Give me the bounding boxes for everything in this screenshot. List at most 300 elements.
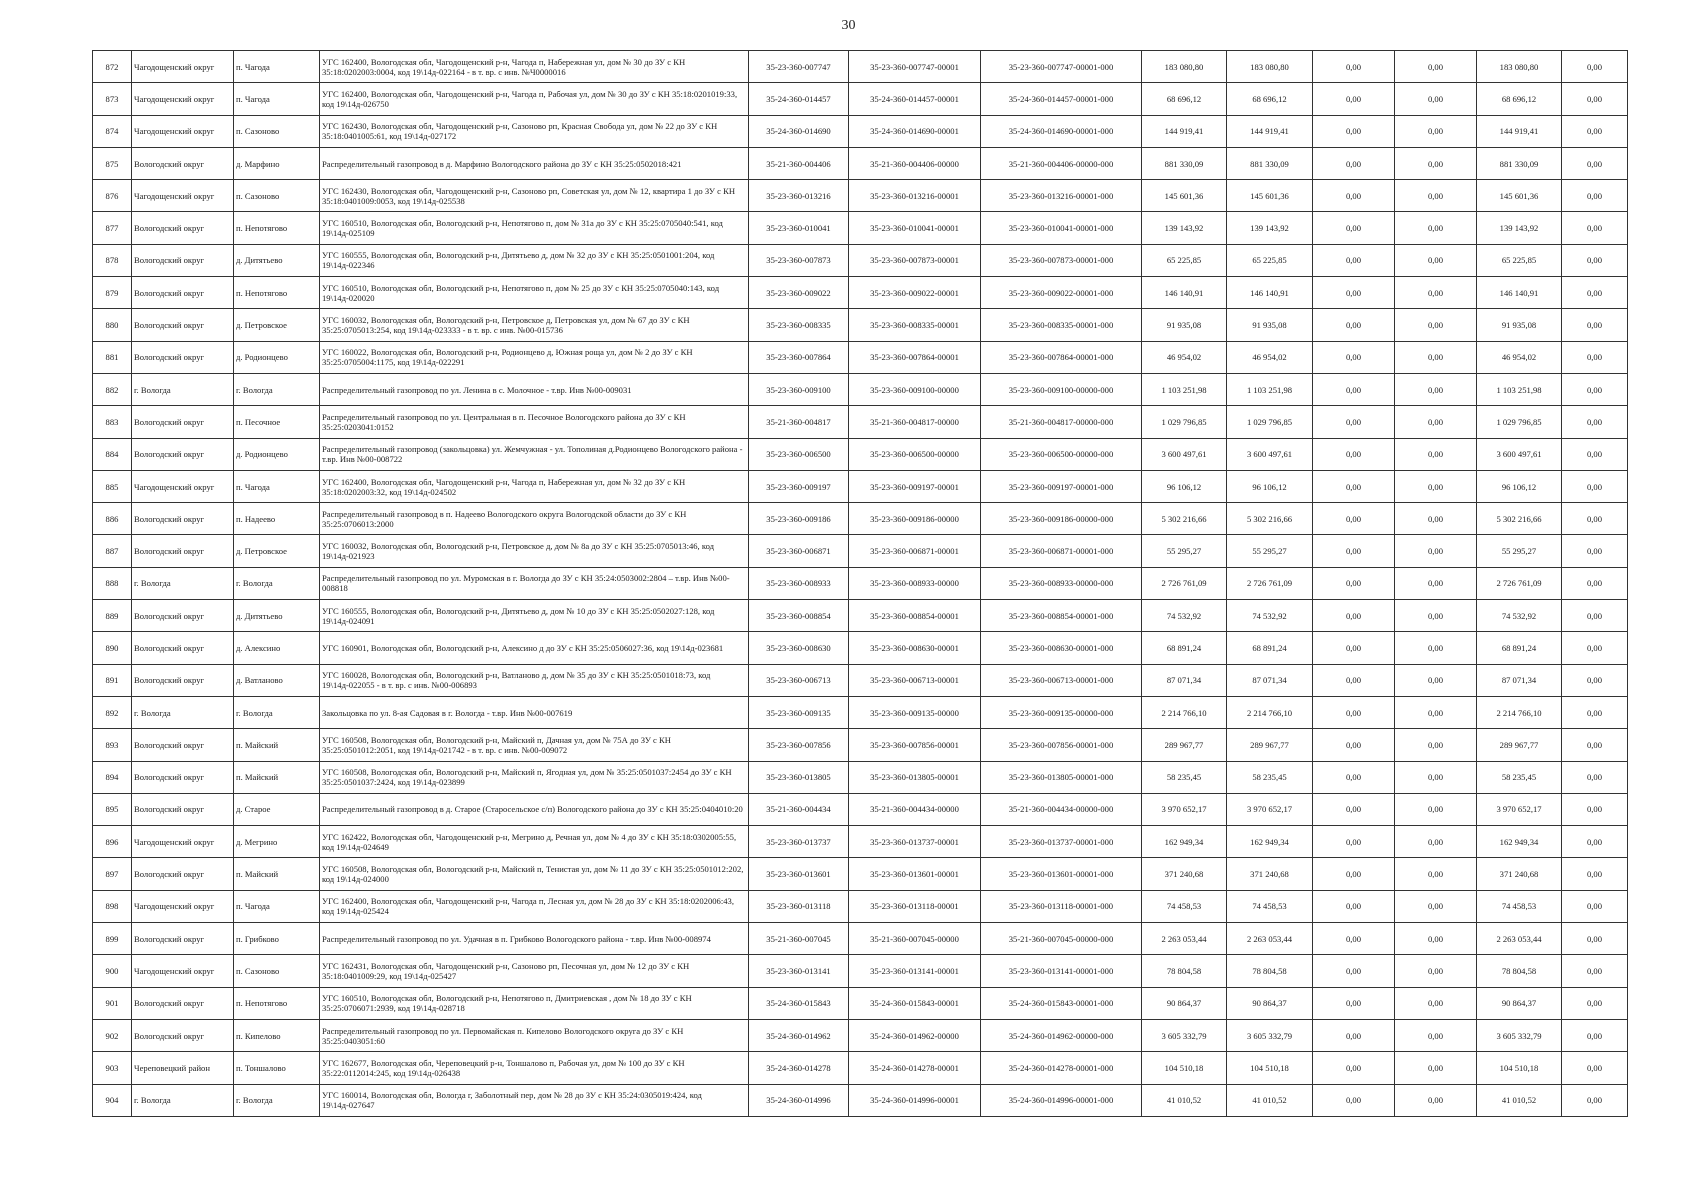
value-cell-2: 162 949,34 [1227, 826, 1313, 858]
district-cell: г. Вологда [132, 373, 234, 405]
row-number: 902 [93, 1019, 132, 1051]
value-cell-3: 0,00 [1313, 373, 1395, 405]
inventory-code-cell: 35-21-360-004817-00000-000 [981, 406, 1142, 438]
subobject-code-cell: 35-21-360-004406-00000 [849, 147, 981, 179]
value-cell-6: 0,00 [1562, 341, 1628, 373]
value-cell-2: 58 235,45 [1227, 761, 1313, 793]
row-number: 889 [93, 600, 132, 632]
value-cell-1: 55 295,27 [1142, 535, 1227, 567]
locality-cell: п. Сазоново [234, 180, 320, 212]
value-cell-2: 68 696,12 [1227, 83, 1313, 115]
locality-cell: п. Тоншалово [234, 1052, 320, 1084]
description-cell: УГС 162430, Вологодская обл, Чагодощенский р-н, Сазоново рп, Красная Свобода ул, дом № 22 до ЗУ с КН 35:18:0401005:61, код 19\14д-027172 [320, 115, 749, 147]
inventory-code-cell: 35-23-360-009135-00000-000 [981, 696, 1142, 728]
table-row [93, 503, 1628, 535]
locality-cell: д. Петровское [234, 535, 320, 567]
value-cell-4: 0,00 [1395, 115, 1477, 147]
value-cell-3: 0,00 [1313, 858, 1395, 890]
table-body [93, 51, 1628, 1117]
value-cell-3: 0,00 [1313, 567, 1395, 599]
value-cell-4: 0,00 [1395, 632, 1477, 664]
value-cell-3: 0,00 [1313, 987, 1395, 1019]
value-cell-3: 0,00 [1313, 341, 1395, 373]
district-cell: г. Вологда [132, 1084, 234, 1116]
value-cell-4: 0,00 [1395, 147, 1477, 179]
row-number: 903 [93, 1052, 132, 1084]
subobject-code-cell: 35-24-360-014278-00001 [849, 1052, 981, 1084]
locality-cell: д. Дитятьево [234, 600, 320, 632]
row-number: 872 [93, 51, 132, 83]
table-row [93, 244, 1628, 276]
locality-cell: п. Непотягово [234, 212, 320, 244]
value-cell-6: 0,00 [1562, 147, 1628, 179]
value-cell-3: 0,00 [1313, 51, 1395, 83]
value-cell-2: 91 935,08 [1227, 309, 1313, 341]
value-cell-2: 41 010,52 [1227, 1084, 1313, 1116]
object-code-cell: 35-23-360-013601 [749, 858, 849, 890]
subobject-code-cell: 35-23-360-009022-00001 [849, 277, 981, 309]
district-cell: Чагодощенский округ [132, 51, 234, 83]
value-cell-2: 74 532,92 [1227, 600, 1313, 632]
value-cell-4: 0,00 [1395, 212, 1477, 244]
district-cell: Чагодощенский округ [132, 826, 234, 858]
locality-cell: д. Старое [234, 793, 320, 825]
value-cell-2: 145 601,36 [1227, 180, 1313, 212]
value-cell-5: 144 919,41 [1477, 115, 1562, 147]
locality-cell: п. Чагода [234, 51, 320, 83]
value-cell-1: 146 140,91 [1142, 277, 1227, 309]
subobject-code-cell: 35-23-360-006500-00000 [849, 438, 981, 470]
value-cell-6: 0,00 [1562, 1052, 1628, 1084]
district-cell: Вологодский округ [132, 761, 234, 793]
value-cell-1: 74 458,53 [1142, 890, 1227, 922]
subobject-code-cell: 35-23-360-009135-00000 [849, 696, 981, 728]
subobject-code-cell: 35-23-360-009186-00000 [849, 503, 981, 535]
value-cell-4: 0,00 [1395, 826, 1477, 858]
locality-cell: п. Песочное [234, 406, 320, 438]
description-cell: УГС 160555, Вологодская обл, Вологодский р-н, Дитятьево д, дом № 10 до ЗУ с КН 35:25:0502027:128, код 19\14д-024091 [320, 600, 749, 632]
value-cell-3: 0,00 [1313, 600, 1395, 632]
object-code-cell: 35-23-360-007873 [749, 244, 849, 276]
district-cell: Вологодский округ [132, 664, 234, 696]
description-cell: УГС 162677, Вологодская обл, Череповецкий р-н, Тоншалово п, Рабочая ул, дом № 100 до ЗУ с КН 35:22:0112014:245, код 19\14д-026438 [320, 1052, 749, 1084]
district-cell: Вологодский округ [132, 535, 234, 567]
object-code-cell: 35-23-360-007864 [749, 341, 849, 373]
row-number: 873 [93, 83, 132, 115]
value-cell-6: 0,00 [1562, 955, 1628, 987]
object-code-cell: 35-24-360-014457 [749, 83, 849, 115]
value-cell-5: 139 143,92 [1477, 212, 1562, 244]
inventory-code-cell: 35-23-360-007856-00001-000 [981, 729, 1142, 761]
value-cell-4: 0,00 [1395, 341, 1477, 373]
locality-cell: п. Чагода [234, 83, 320, 115]
object-code-cell: 35-23-360-006713 [749, 664, 849, 696]
object-code-cell: 35-21-360-004434 [749, 793, 849, 825]
row-number: 881 [93, 341, 132, 373]
locality-cell: п. Непотягово [234, 277, 320, 309]
inventory-code-cell: 35-23-360-006871-00001-000 [981, 535, 1142, 567]
value-cell-6: 0,00 [1562, 51, 1628, 83]
value-cell-2: 5 302 216,66 [1227, 503, 1313, 535]
object-code-cell: 35-24-360-014690 [749, 115, 849, 147]
value-cell-5: 96 106,12 [1477, 470, 1562, 502]
inventory-code-cell: 35-23-360-009197-00001-000 [981, 470, 1142, 502]
value-cell-2: 289 967,77 [1227, 729, 1313, 761]
table-row [93, 729, 1628, 761]
value-cell-5: 145 601,36 [1477, 180, 1562, 212]
object-code-cell: 35-23-360-007856 [749, 729, 849, 761]
value-cell-2: 3 605 332,79 [1227, 1019, 1313, 1051]
description-cell: УГС 162400, Вологодская обл, Чагодощенский р-н, Чагода п, Рабочая ул, дом № 30 до ЗУ с КН 35:18:0201019:33, код 19\14д-026750 [320, 83, 749, 115]
inventory-code-cell: 35-24-360-014962-00000-000 [981, 1019, 1142, 1051]
value-cell-1: 91 935,08 [1142, 309, 1227, 341]
subobject-code-cell: 35-24-360-014996-00001 [849, 1084, 981, 1116]
value-cell-6: 0,00 [1562, 729, 1628, 761]
value-cell-5: 1 029 796,85 [1477, 406, 1562, 438]
row-number: 878 [93, 244, 132, 276]
value-cell-4: 0,00 [1395, 923, 1477, 955]
value-cell-5: 5 302 216,66 [1477, 503, 1562, 535]
value-cell-5: 78 804,58 [1477, 955, 1562, 987]
row-number: 880 [93, 309, 132, 341]
table-row [93, 664, 1628, 696]
description-cell: Распределительный газопровод в д. Старое (Старосельское с/п) Вологодского района до ЗУ с КН 35:25:0404010:20 [320, 793, 749, 825]
district-cell: Вологодский округ [132, 341, 234, 373]
subobject-code-cell: 35-23-360-013141-00001 [849, 955, 981, 987]
value-cell-3: 0,00 [1313, 147, 1395, 179]
value-cell-6: 0,00 [1562, 83, 1628, 115]
value-cell-1: 1 103 251,98 [1142, 373, 1227, 405]
locality-cell: д. Марфино [234, 147, 320, 179]
value-cell-1: 78 804,58 [1142, 955, 1227, 987]
inventory-code-cell: 35-24-360-014996-00001-000 [981, 1084, 1142, 1116]
value-cell-6: 0,00 [1562, 309, 1628, 341]
value-cell-5: 2 214 766,10 [1477, 696, 1562, 728]
inventory-code-cell: 35-23-360-008933-00000-000 [981, 567, 1142, 599]
value-cell-2: 3 970 652,17 [1227, 793, 1313, 825]
locality-cell: п. Сазоново [234, 115, 320, 147]
district-cell: Чагодощенский округ [132, 180, 234, 212]
locality-cell: д. Петровское [234, 309, 320, 341]
value-cell-1: 371 240,68 [1142, 858, 1227, 890]
value-cell-1: 5 302 216,66 [1142, 503, 1227, 535]
subobject-code-cell: 35-24-360-014457-00001 [849, 83, 981, 115]
description-cell: УГС 160508, Вологодская обл, Вологодский р-н, Майский п, Дачная ул, дом № 75А до ЗУ с КН 35:25:0501012:2051, код 19\14д-021742 - в т. вр. с инв. №00-009072 [320, 729, 749, 761]
object-code-cell: 35-23-360-006500 [749, 438, 849, 470]
description-cell: УГС 160510, Вологодская обл, Вологодский р-н, Непотягово п, дом № 25 до ЗУ с КН 35:25:0705040:143, код 19\14д-020020 [320, 277, 749, 309]
description-cell: Распределительный газопровод по ул. Первомайская п. Кипелово Вологодского округа до ЗУ с КН 35:25:0403051:60 [320, 1019, 749, 1051]
description-cell: Распределительный газопровод в п. Надеево Вологодского округа Вологодской области до ЗУ с КН 35:25:0706013:2000 [320, 503, 749, 535]
row-number: 901 [93, 987, 132, 1019]
inventory-code-cell: 35-24-360-015843-00001-000 [981, 987, 1142, 1019]
value-cell-4: 0,00 [1395, 890, 1477, 922]
row-number: 896 [93, 826, 132, 858]
value-cell-5: 3 600 497,61 [1477, 438, 1562, 470]
inventory-code-cell: 35-24-360-014690-00001-000 [981, 115, 1142, 147]
inventory-code-cell: 35-23-360-013141-00001-000 [981, 955, 1142, 987]
object-code-cell: 35-24-360-014962 [749, 1019, 849, 1051]
table-row [93, 1084, 1628, 1116]
value-cell-1: 87 071,34 [1142, 664, 1227, 696]
value-cell-5: 91 935,08 [1477, 309, 1562, 341]
value-cell-1: 58 235,45 [1142, 761, 1227, 793]
inventory-code-cell: 35-24-360-014457-00001-000 [981, 83, 1142, 115]
value-cell-1: 2 263 053,44 [1142, 923, 1227, 955]
subobject-code-cell: 35-21-360-007045-00000 [849, 923, 981, 955]
row-number: 883 [93, 406, 132, 438]
locality-cell: п. Чагода [234, 890, 320, 922]
table-row [93, 696, 1628, 728]
value-cell-6: 0,00 [1562, 373, 1628, 405]
subobject-code-cell: 35-23-360-007747-00001 [849, 51, 981, 83]
locality-cell: г. Вологда [234, 696, 320, 728]
object-code-cell: 35-24-360-014996 [749, 1084, 849, 1116]
value-cell-6: 0,00 [1562, 793, 1628, 825]
value-cell-5: 881 330,09 [1477, 147, 1562, 179]
district-cell: Вологодский округ [132, 438, 234, 470]
value-cell-5: 68 696,12 [1477, 83, 1562, 115]
table-row [93, 470, 1628, 502]
value-cell-3: 0,00 [1313, 761, 1395, 793]
row-number: 884 [93, 438, 132, 470]
value-cell-3: 0,00 [1313, 696, 1395, 728]
row-number: 891 [93, 664, 132, 696]
value-cell-5: 289 967,77 [1477, 729, 1562, 761]
value-cell-6: 0,00 [1562, 664, 1628, 696]
inventory-code-cell: 35-23-360-006713-00001-000 [981, 664, 1142, 696]
value-cell-2: 65 225,85 [1227, 244, 1313, 276]
inventory-code-cell: 35-23-360-010041-00001-000 [981, 212, 1142, 244]
inventory-code-cell: 35-23-360-007873-00001-000 [981, 244, 1142, 276]
value-cell-4: 0,00 [1395, 244, 1477, 276]
district-cell: Вологодский округ [132, 503, 234, 535]
table-row [93, 83, 1628, 115]
locality-cell: г. Вологда [234, 1084, 320, 1116]
value-cell-6: 0,00 [1562, 535, 1628, 567]
locality-cell: д. Мегрино [234, 826, 320, 858]
value-cell-6: 0,00 [1562, 406, 1628, 438]
row-number: 904 [93, 1084, 132, 1116]
locality-cell: п. Непотягово [234, 987, 320, 1019]
row-number: 897 [93, 858, 132, 890]
value-cell-3: 0,00 [1313, 406, 1395, 438]
inventory-code-cell: 35-23-360-007747-00001-000 [981, 51, 1142, 83]
value-cell-3: 0,00 [1313, 180, 1395, 212]
table-row [93, 600, 1628, 632]
subobject-code-cell: 35-21-360-004434-00000 [849, 793, 981, 825]
subobject-code-cell: 35-23-360-013118-00001 [849, 890, 981, 922]
subobject-code-cell: 35-23-360-008335-00001 [849, 309, 981, 341]
value-cell-6: 0,00 [1562, 470, 1628, 502]
district-cell: г. Вологда [132, 567, 234, 599]
object-code-cell: 35-23-360-009186 [749, 503, 849, 535]
description-cell: Закольцовка по ул. 8-ая Садовая в г. Вологда - т.вр. Инв №00-007619 [320, 696, 749, 728]
row-number: 875 [93, 147, 132, 179]
value-cell-1: 3 970 652,17 [1142, 793, 1227, 825]
object-code-cell: 35-23-360-013118 [749, 890, 849, 922]
value-cell-5: 3 970 652,17 [1477, 793, 1562, 825]
description-cell: УГС 160032, Вологодская обл, Вологодский р-н, Петровское д, Петровская ул, дом № 67 до ЗУ с КН 35:25:0705013:254, код 19\14д-023333 - в т. вр. с инв. №00-015736 [320, 309, 749, 341]
row-number: 892 [93, 696, 132, 728]
object-code-cell: 35-23-360-009100 [749, 373, 849, 405]
district-cell: Чагодощенский округ [132, 83, 234, 115]
district-cell: Вологодский округ [132, 244, 234, 276]
table-row [93, 212, 1628, 244]
row-number: 874 [93, 115, 132, 147]
value-cell-6: 0,00 [1562, 632, 1628, 664]
locality-cell: д. Дитятьево [234, 244, 320, 276]
district-cell: Чагодощенский округ [132, 890, 234, 922]
value-cell-5: 1 103 251,98 [1477, 373, 1562, 405]
value-cell-6: 0,00 [1562, 858, 1628, 890]
value-cell-2: 104 510,18 [1227, 1052, 1313, 1084]
value-cell-2: 1 029 796,85 [1227, 406, 1313, 438]
subobject-code-cell: 35-23-360-010041-00001 [849, 212, 981, 244]
district-cell: г. Вологда [132, 696, 234, 728]
value-cell-3: 0,00 [1313, 729, 1395, 761]
value-cell-6: 0,00 [1562, 115, 1628, 147]
value-cell-1: 3 605 332,79 [1142, 1019, 1227, 1051]
district-cell: Вологодский округ [132, 277, 234, 309]
locality-cell: п. Грибково [234, 923, 320, 955]
description-cell: УГС 162431, Вологодская обл, Чагодощенский р-н, Сазоново рп, Песочная ул, дом № 12 до ЗУ с КН 35:18:0401009:29, код 19\14д-025427 [320, 955, 749, 987]
row-number: 876 [93, 180, 132, 212]
value-cell-2: 78 804,58 [1227, 955, 1313, 987]
inventory-code-cell: 35-23-360-013601-00001-000 [981, 858, 1142, 890]
value-cell-4: 0,00 [1395, 955, 1477, 987]
district-cell: Вологодский округ [132, 1019, 234, 1051]
locality-cell: д. Алексино [234, 632, 320, 664]
row-number: 895 [93, 793, 132, 825]
value-cell-3: 0,00 [1313, 955, 1395, 987]
district-cell: Череповецкий район [132, 1052, 234, 1084]
value-cell-5: 87 071,34 [1477, 664, 1562, 696]
locality-cell: п. Майский [234, 858, 320, 890]
table-row [93, 535, 1628, 567]
subobject-code-cell: 35-24-360-014690-00001 [849, 115, 981, 147]
locality-cell: д. Родионцево [234, 341, 320, 373]
value-cell-5: 58 235,45 [1477, 761, 1562, 793]
row-number: 879 [93, 277, 132, 309]
table-row [93, 180, 1628, 212]
description-cell: УГС 160028, Вологодская обл, Вологодский р-н, Ватланово д, дом № 35 до ЗУ с КН 35:25:0501018:73, код 19\14д-022055 - в т. вр. с инв. №00-006893 [320, 664, 749, 696]
value-cell-4: 0,00 [1395, 470, 1477, 502]
value-cell-6: 0,00 [1562, 761, 1628, 793]
object-code-cell: 35-23-360-013737 [749, 826, 849, 858]
locality-cell: п. Майский [234, 761, 320, 793]
value-cell-5: 2 726 761,09 [1477, 567, 1562, 599]
value-cell-2: 183 080,80 [1227, 51, 1313, 83]
value-cell-2: 87 071,34 [1227, 664, 1313, 696]
object-code-cell: 35-21-360-004817 [749, 406, 849, 438]
table-row [93, 115, 1628, 147]
inventory-code-cell: 35-21-360-004434-00000-000 [981, 793, 1142, 825]
value-cell-4: 0,00 [1395, 309, 1477, 341]
value-cell-3: 0,00 [1313, 244, 1395, 276]
table-row [93, 890, 1628, 922]
value-cell-6: 0,00 [1562, 1019, 1628, 1051]
object-code-cell: 35-23-360-010041 [749, 212, 849, 244]
value-cell-3: 0,00 [1313, 826, 1395, 858]
description-cell: УГС 162400, Вологодская обл, Чагодощенский р-н, Чагода п, Лесная ул, дом № 28 до ЗУ с КН 35:18:0202006:43, код 19\14д-025424 [320, 890, 749, 922]
table-row [93, 858, 1628, 890]
inventory-code-cell: 35-23-360-013737-00001-000 [981, 826, 1142, 858]
object-code-cell: 35-23-360-007747 [749, 51, 849, 83]
locality-cell: п. Надеево [234, 503, 320, 535]
value-cell-5: 183 080,80 [1477, 51, 1562, 83]
description-cell: Распределительный газопровод по ул. Центральная в п. Песочное Вологодского района до ЗУ с КН 35:25:0203041:0152 [320, 406, 749, 438]
value-cell-3: 0,00 [1313, 890, 1395, 922]
row-number: 893 [93, 729, 132, 761]
subobject-code-cell: 35-23-360-008630-00001 [849, 632, 981, 664]
value-cell-1: 46 954,02 [1142, 341, 1227, 373]
district-cell: Вологодский округ [132, 212, 234, 244]
row-number: 894 [93, 761, 132, 793]
value-cell-1: 2 214 766,10 [1142, 696, 1227, 728]
description-cell: УГС 162400, Вологодская обл, Чагодощенский р-н, Чагода п, Набережная ул, дом № 30 до ЗУ с КН 35:18:0202003:0004, код 19\14д-022164 - в т. вр. с инв. №Ч0000016 [320, 51, 749, 83]
page-number: 30 [841, 18, 856, 33]
value-cell-3: 0,00 [1313, 793, 1395, 825]
object-code-cell: 35-24-360-015843 [749, 987, 849, 1019]
table-row [93, 955, 1628, 987]
subobject-code-cell: 35-23-360-007856-00001 [849, 729, 981, 761]
value-cell-3: 0,00 [1313, 632, 1395, 664]
value-cell-2: 146 140,91 [1227, 277, 1313, 309]
subobject-code-cell: 35-23-360-008854-00001 [849, 600, 981, 632]
object-code-cell: 35-23-360-009135 [749, 696, 849, 728]
value-cell-2: 2 263 053,44 [1227, 923, 1313, 955]
value-cell-1: 139 143,92 [1142, 212, 1227, 244]
inventory-code-cell: 35-23-360-013118-00001-000 [981, 890, 1142, 922]
inventory-code-cell: 35-23-360-009100-00000-000 [981, 373, 1142, 405]
subobject-code-cell: 35-23-360-013737-00001 [849, 826, 981, 858]
asset-register-table [92, 50, 1628, 1117]
value-cell-5: 68 891,24 [1477, 632, 1562, 664]
value-cell-1: 90 864,37 [1142, 987, 1227, 1019]
value-cell-3: 0,00 [1313, 503, 1395, 535]
description-cell: УГС 160901, Вологодская обл, Вологодский р-н, Алексино д до ЗУ с КН 35:25:0506027:36, код 19\14д-023681 [320, 632, 749, 664]
value-cell-5: 55 295,27 [1477, 535, 1562, 567]
table-row [93, 406, 1628, 438]
district-cell: Вологодский округ [132, 858, 234, 890]
value-cell-3: 0,00 [1313, 470, 1395, 502]
value-cell-3: 0,00 [1313, 212, 1395, 244]
value-cell-1: 144 919,41 [1142, 115, 1227, 147]
subobject-code-cell: 35-23-360-013805-00001 [849, 761, 981, 793]
district-cell: Чагодощенский округ [132, 955, 234, 987]
subobject-code-cell: 35-23-360-008933-00000 [849, 567, 981, 599]
value-cell-6: 0,00 [1562, 567, 1628, 599]
value-cell-4: 0,00 [1395, 535, 1477, 567]
description-cell: Распределительный газопровод (закольцовка) ул. Жемчужная - ул. Тополиная д.Родионцево Вологодского района - т.вр. Инв №00-008722 [320, 438, 749, 470]
value-cell-6: 0,00 [1562, 244, 1628, 276]
value-cell-6: 0,00 [1562, 987, 1628, 1019]
value-cell-1: 145 601,36 [1142, 180, 1227, 212]
locality-cell: г. Вологда [234, 373, 320, 405]
locality-cell: п. Сазоново [234, 955, 320, 987]
value-cell-4: 0,00 [1395, 567, 1477, 599]
description-cell: УГС 160508, Вологодская обл, Вологодский р-н, Майский п, Ягодная ул, дом № 35:25:0501037:2454 до ЗУ с КН 35:25:0501037:2424, код 19\14д-023899 [320, 761, 749, 793]
inventory-code-cell: 35-23-360-008854-00001-000 [981, 600, 1142, 632]
value-cell-4: 0,00 [1395, 83, 1477, 115]
value-cell-3: 0,00 [1313, 309, 1395, 341]
value-cell-1: 289 967,77 [1142, 729, 1227, 761]
value-cell-2: 2 726 761,09 [1227, 567, 1313, 599]
value-cell-4: 0,00 [1395, 1052, 1477, 1084]
value-cell-1: 1 029 796,85 [1142, 406, 1227, 438]
value-cell-1: 96 106,12 [1142, 470, 1227, 502]
table-row [93, 761, 1628, 793]
